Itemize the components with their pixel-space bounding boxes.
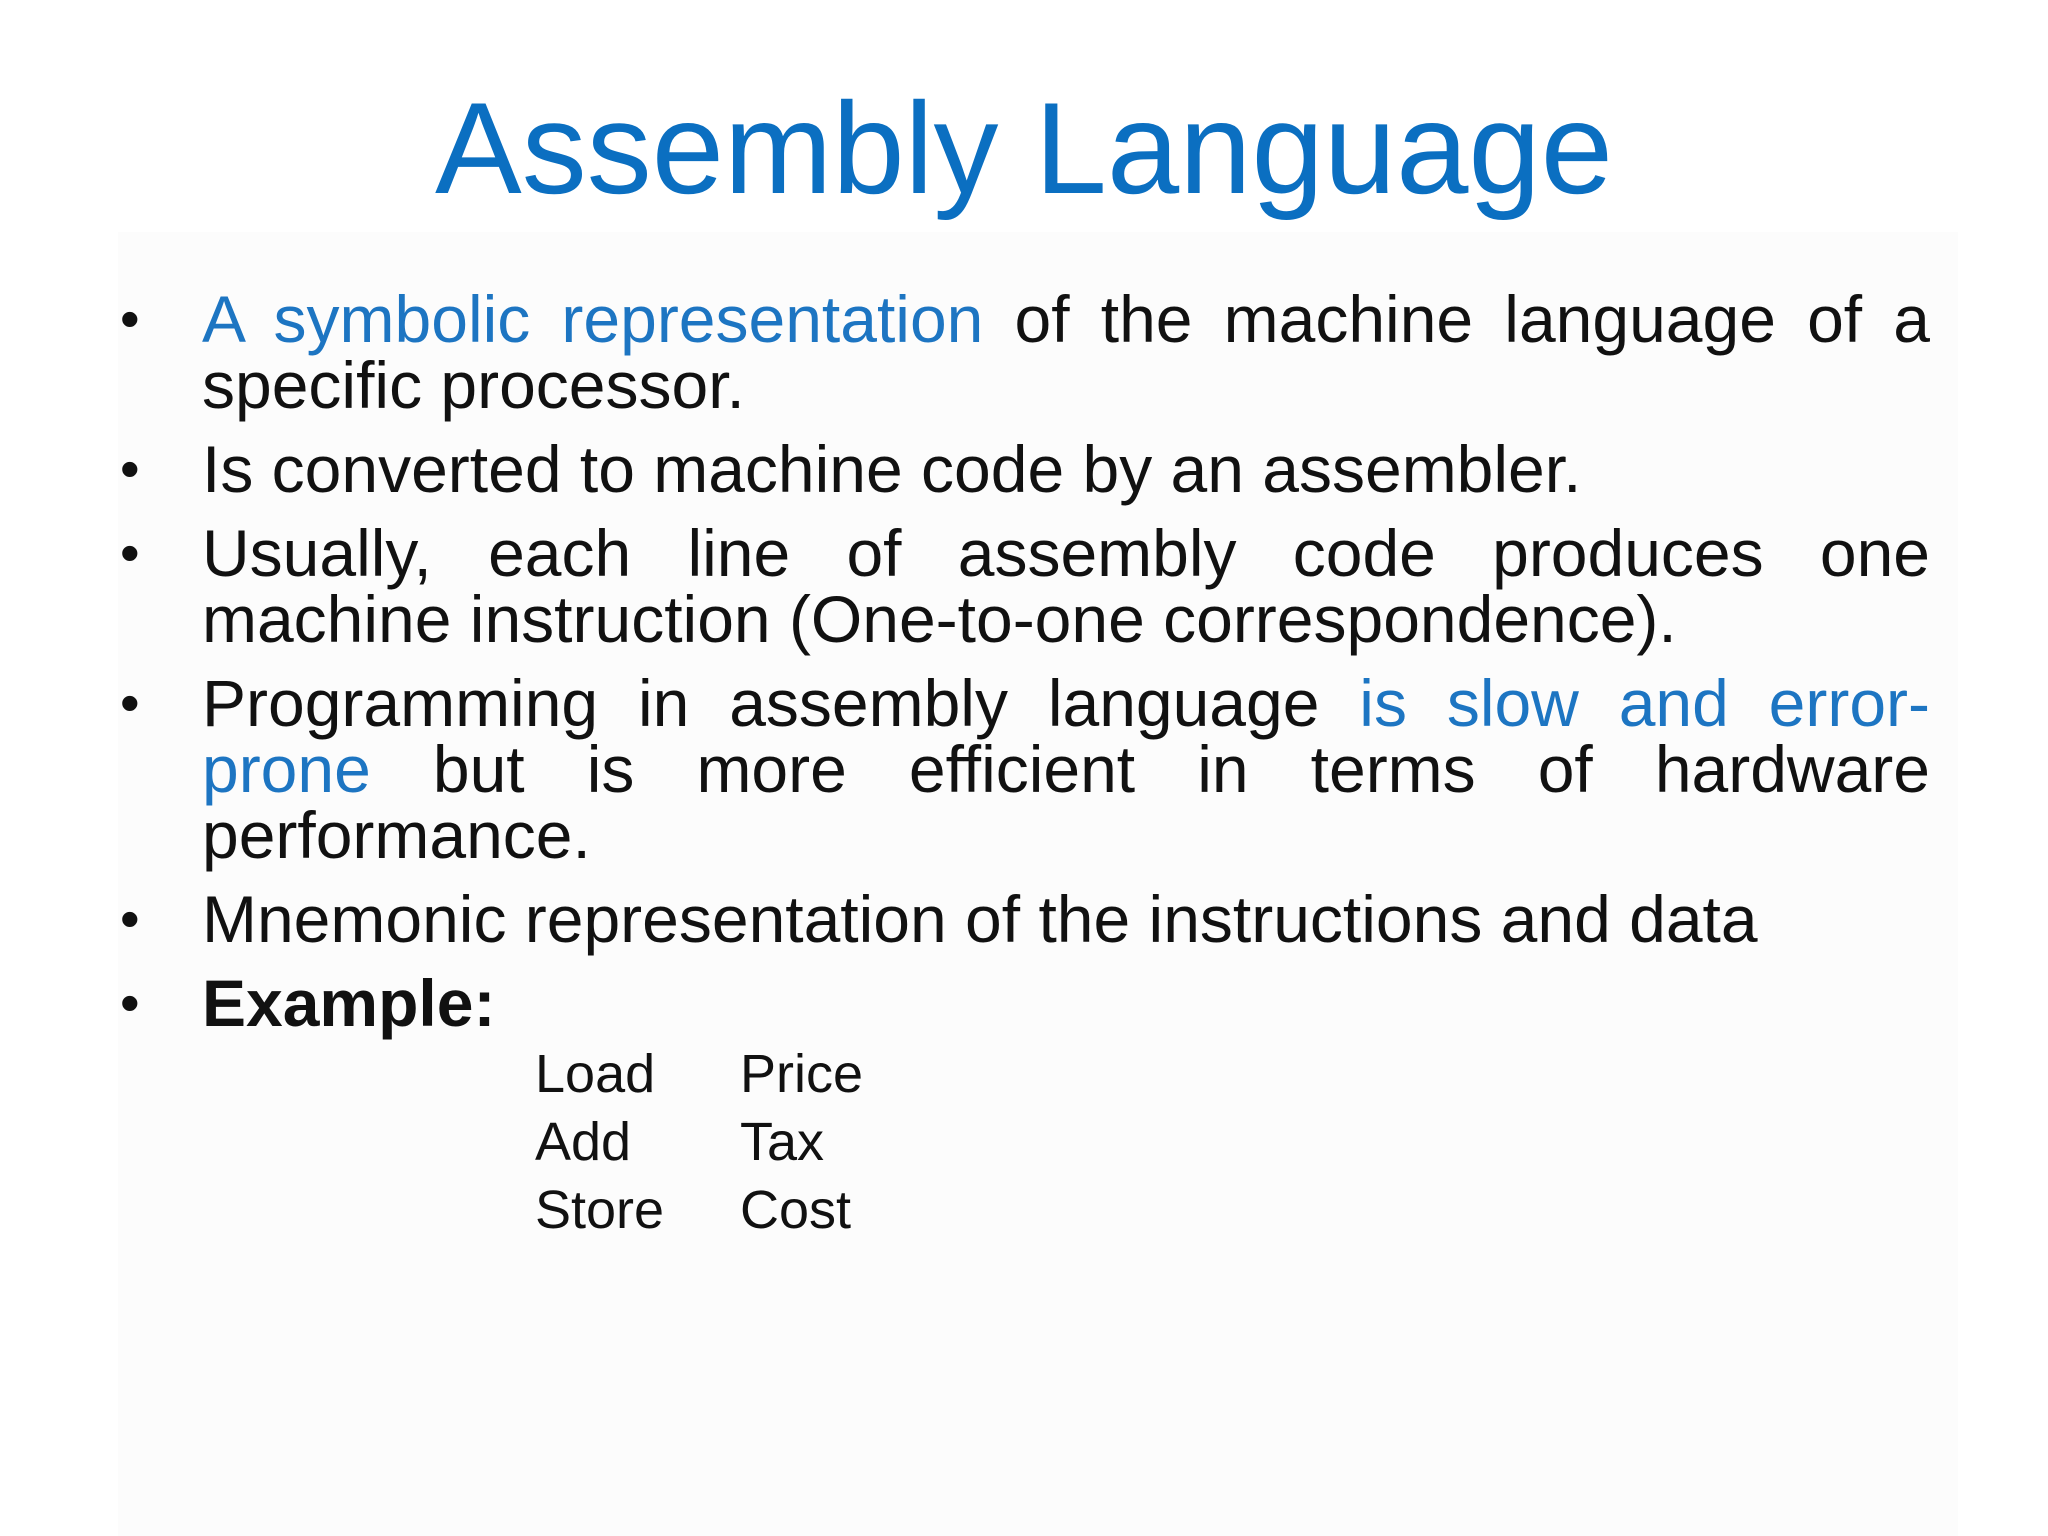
example-row — [535, 1040, 863, 1108]
example-opcode: Store — [535, 1180, 665, 1240]
bullet-text: Usually, each line of assembly code produces one machine instruction (One-to-one correspondence). — [202, 516, 1930, 656]
bullet-text: of the machine language of a specific processor. — [202, 282, 1930, 422]
bullet-item — [120, 966, 1930, 1040]
bullet-text: Mnemonic representation of the instructions and data — [202, 882, 1758, 956]
example-operand: Tax — [740, 1112, 825, 1172]
example-operand: Cost — [740, 1180, 852, 1240]
assembly-example-table — [535, 1040, 863, 1244]
example-row — [535, 1108, 863, 1176]
bullet-item — [120, 282, 1930, 422]
bullet-item — [120, 666, 1931, 872]
bullet-text: but is more efficient in terms of hardware performance. — [202, 732, 1930, 872]
bullet-item — [120, 516, 1930, 656]
bullet-list — [120, 282, 1931, 1054]
example-row — [535, 1176, 863, 1244]
bullet-item — [120, 432, 1930, 506]
example-opcode: Add — [535, 1112, 632, 1172]
bullet-dot: • — [120, 287, 140, 350]
bullet-dot: • — [120, 437, 140, 500]
bullet-dot: • — [120, 971, 140, 1034]
bullet-text: Programming in assembly language — [202, 666, 1360, 740]
bullet-dot: • — [120, 887, 140, 950]
example-opcode: Load — [535, 1044, 656, 1104]
bullet-text: Is converted to machine code by an assembler. — [202, 432, 1582, 506]
bullet-item — [120, 882, 1930, 956]
bullet-text-highlight: is slow and error-prone — [202, 666, 1931, 806]
bullet-dot: • — [120, 521, 140, 584]
bullet-text-highlight: A symbolic representation — [202, 282, 984, 356]
bullet-dot: • — [120, 671, 140, 734]
slide-title: Assembly Language — [435, 75, 1613, 221]
example-heading: Example: — [202, 966, 496, 1040]
example-operand: Price — [740, 1044, 864, 1104]
